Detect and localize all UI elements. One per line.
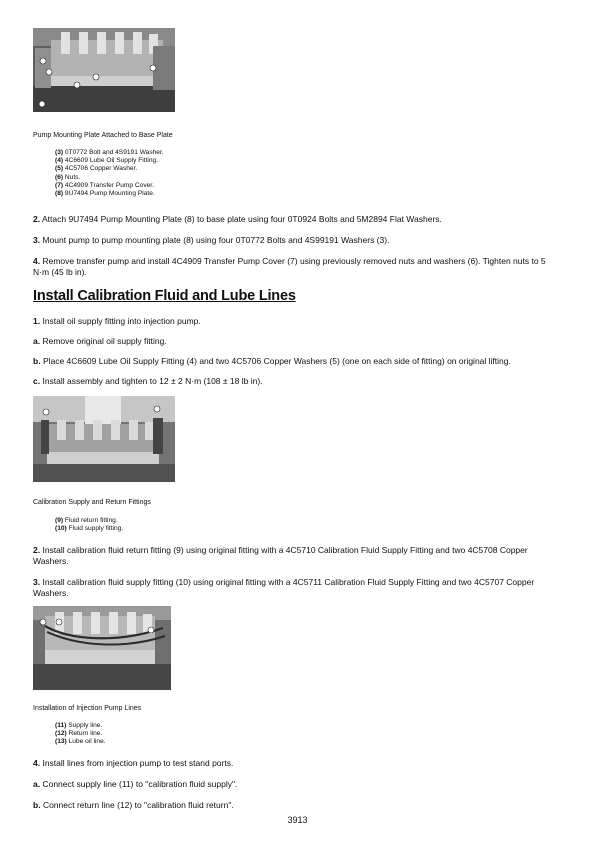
step-paragraph: 2. Attach 9U7494 Pump Mounting Plate (8) to base plate using four 0T0924 Bolts and 5M2894 Flat Washers. (33, 214, 442, 224)
legend-item: (5) 4C5706 Copper Washer. (55, 165, 138, 173)
photo-pump-mounting-plate (33, 28, 175, 112)
legend-item: (11) Supply line. (55, 722, 103, 729)
figure-caption: Pump Mounting Plate Attached to Base Plate (33, 132, 173, 139)
photo-injection-pump-lines (33, 606, 171, 690)
figure-legend (55, 517, 123, 533)
photo-calibration-fittings (33, 396, 175, 482)
step-paragraph: b. Place 4C6609 Lube Oil Supply Fitting (4) and two 4C5706 Copper Washers (5) (one on each side of fitting) on original lifting. (33, 356, 511, 366)
legend-item: (9) Fluid return fitting. (55, 517, 118, 524)
step-paragraph: 3. Install calibration fluid supply fitting (10) using original fitting with a 4C5711 Calibration Fluid Supply Fitting and two 4C5707 Copper Washers. (33, 577, 535, 598)
page-number: 3913 (287, 815, 308, 825)
section-heading: Install Calibration Fluid and Lube Lines (33, 288, 296, 304)
legend-item: (4) 4C6609 Lube Oil Supply Fitting. (55, 157, 159, 165)
step-paragraph: 2. Install calibration fluid return fitting (9) using original fitting with a 4C5710 Calibration Fluid Supply Fitting and two 4C5708 Copper Washers. (33, 545, 528, 566)
figure-legend (55, 149, 164, 198)
step-paragraph: c. Install assembly and tighten to 12 ± 2 N·m (108 ± 18 lb in). (33, 376, 263, 386)
step-paragraph: a. Connect supply line (11) to "calibration fluid supply". (33, 779, 238, 789)
legend-item: (7) 4C4909 Transfer Pump Cover. (55, 181, 154, 189)
figure-legend (55, 722, 106, 747)
legend-item: (12) Return line. (55, 730, 103, 738)
figure-caption: Calibration Supply and Return Fittings (33, 499, 151, 506)
legend-item: (6) Nuts. (55, 173, 81, 181)
step-paragraph: b. Connect return line (12) to "calibration fluid return". (33, 800, 234, 810)
legend-item: (3) 0T0772 Bolt and 4S9191 Washer. (55, 149, 164, 156)
step-paragraph: 3. Mount pump to pump mounting plate (8) using four 0T0772 Bolts and 4S99191 Washers (3). (33, 235, 390, 245)
step-paragraph: a. Remove original oil supply fitting. (33, 336, 167, 346)
legend-item: (10) Fluid supply fitting. (55, 525, 124, 533)
figure-caption: Installation of Injection Pump Lines (33, 705, 142, 712)
step-paragraph: 1. Install oil supply fitting into injection pump. (33, 316, 201, 326)
step-paragraph: 4. Remove transfer pump and install 4C4909 Transfer Pump Cover (7) using previously removed nuts and washers (6). Tighten nuts to 5 N·m (45 lb in). (33, 256, 546, 277)
legend-item: (8) 9U7494 Pump Mounting Plate. (55, 190, 155, 198)
step-paragraph: 4. Install lines from injection pump to test stand ports. (33, 758, 234, 768)
legend-item: (13) Lube oil line. (55, 738, 106, 746)
